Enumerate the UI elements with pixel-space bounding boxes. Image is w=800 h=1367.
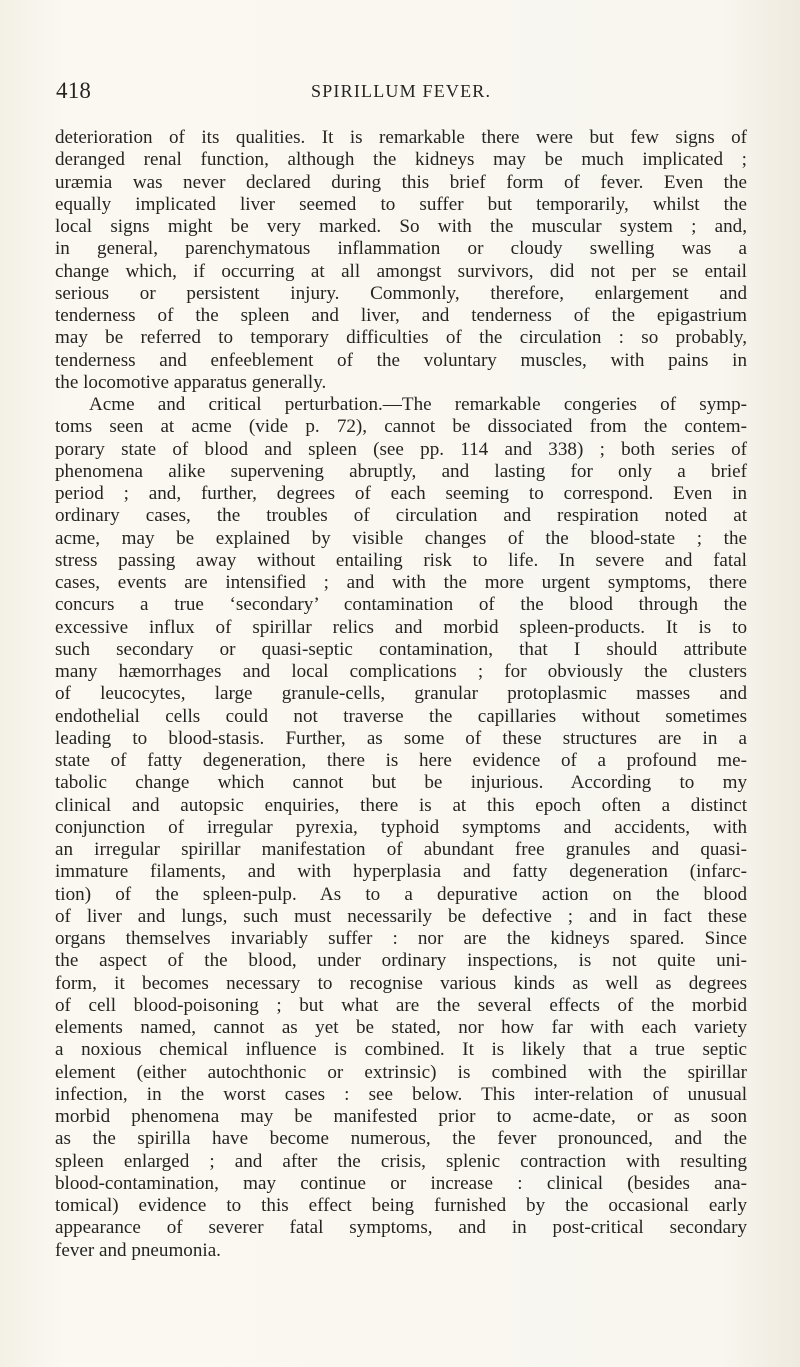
text-line: Acme and critical perturbation.—The remarkable congeries of symp- <box>89 394 747 415</box>
text-line: conjunction of irregular pyrexia, typhoid symptoms and accidents, with <box>55 816 747 838</box>
text-line: the aspect of the blood, under ordinary inspections, is not quite uni- <box>55 950 747 972</box>
text-line: stress passing away without entailing risk to life. In severe and fatal <box>55 549 747 571</box>
text-line: endothelial cells could not traverse the capillaries without sometimes <box>55 705 747 727</box>
text-line: concurs a true ‘secondary’ contamination of the blood through the <box>55 594 747 616</box>
text-line: cases, events are intensified ; and with the more urgent symptoms, there <box>55 572 747 593</box>
text-line: tenderness and enfeeblement of the voluntary muscles, with pains in <box>55 349 747 371</box>
body-text <box>55 127 747 1262</box>
text-line: of cell blood-poisoning ; but what are the several effects of the morbid <box>55 994 747 1016</box>
text-line: local signs might be very marked. So with the muscular system ; and, <box>55 216 747 237</box>
text-line: tenderness of the spleen and liver, and tenderness of the epigastrium <box>55 305 747 326</box>
text-line: deterioration of its qualities. It is remarkable there were but few signs of <box>55 127 747 148</box>
text-line: period ; and, further, degrees of each seeming to correspond. Even in <box>55 483 747 504</box>
text-line: as the spirilla have become numerous, the fever pronounced, and the <box>55 1128 747 1150</box>
text-line: change which, if occurring at all amongst survivors, did not per se entail <box>55 260 747 282</box>
text-line: many hæmorrhages and local complications ; for obviously the clusters <box>55 661 747 682</box>
text-line: blood-contamination, may continue or increase : clinical (besides ana- <box>55 1172 747 1194</box>
text-line: appearance of severer fatal symptoms, and in post-critical secondary <box>55 1217 747 1239</box>
text-line: acme, may be explained by visible changes of the blood-state ; the <box>55 527 747 549</box>
text-line: element (either autochthonic or extrinsic) is combined with the spirillar <box>55 1061 747 1083</box>
text-line: elements named, cannot as yet be stated, nor how far with each variety <box>55 1017 747 1038</box>
text-line: a noxious chemical influence is combined. It is likely that a true septic <box>55 1039 747 1061</box>
text-line: tomical) evidence to this effect being furnished by the occasional early <box>55 1195 747 1216</box>
text-line: may be referred to temporary difficulties of the circulation : so probably, <box>55 327 747 349</box>
text-line: organs themselves invariably suffer : nor are the kidneys spared. Since <box>55 928 747 949</box>
text-line: an irregular spirillar manifestation of abundant free granules and quasi- <box>55 839 747 860</box>
text-line: phenomena alike supervening abruptly, and lasting for only a brief <box>55 460 747 482</box>
text-line: tion) of the spleen-pulp. As to a depurative action on the blood <box>55 883 747 905</box>
text-line: fever and pneumonia. <box>55 1239 221 1261</box>
text-line: of liver and lungs, such must necessarily be defective ; and in fact these <box>55 905 747 927</box>
text-line: serious or persistent injury. Commonly, therefore, enlargement and <box>55 282 747 304</box>
text-line: the locomotive apparatus generally. <box>55 371 327 393</box>
text-line: porary state of blood and spleen (see pp. 114 and 338) ; both series of <box>55 438 747 460</box>
text-line: equally implicated liver seemed to suffer but temporarily, whilst the <box>55 193 747 215</box>
text-line: spleen enlarged ; and after the crisis, splenic contraction with resulting <box>55 1150 747 1172</box>
text-line: deranged renal function, although the kidneys may be much implicated ; <box>55 149 747 171</box>
text-line: state of fatty degeneration, there is here evidence of a profound me- <box>55 750 747 771</box>
page-number: 418 <box>56 78 92 103</box>
text-line: excessive influx of spirillar relics and morbid spleen-products. It is to <box>55 616 747 638</box>
paragraph-2 <box>55 394 747 1262</box>
running-head <box>56 78 524 108</box>
paragraph-1 <box>55 127 747 394</box>
text-line: infection, in the worst cases : see below. This inter-relation of unusual <box>55 1083 747 1105</box>
text-line: morbid phenomena may be manifested prior to acme-date, or as soon <box>55 1106 747 1127</box>
text-line: immature filaments, and with hyperplasia and fatty degeneration (infarc- <box>55 861 747 883</box>
text-line: ordinary cases, the troubles of circulation and respiration noted at <box>55 505 747 527</box>
text-line: form, it becomes necessary to recognise various kinds as well as degrees <box>55 972 747 994</box>
text-line: in general, parenchymatous inflammation or cloudy swelling was a <box>55 238 747 260</box>
text-line: clinical and autopsic enquiries, there is at this epoch often a distinct <box>55 794 747 816</box>
text-line: leading to blood-stasis. Further, as some of these structures are in a <box>55 727 747 749</box>
text-line: such secondary or quasi-septic contamination, that I should attribute <box>55 638 747 660</box>
text-line: toms seen at acme (vide p. 72), cannot be dissociated from the contem- <box>55 416 747 438</box>
text-line: tabolic change which cannot but be injurious. According to my <box>55 772 747 794</box>
running-title: SPIRILLUM FEVER. <box>311 81 492 101</box>
text-line: uræmia was never declared during this brief form of fever. Even the <box>55 171 747 193</box>
text-line: of leucocytes, large granule-cells, granular protoplasmic masses and <box>55 683 747 705</box>
